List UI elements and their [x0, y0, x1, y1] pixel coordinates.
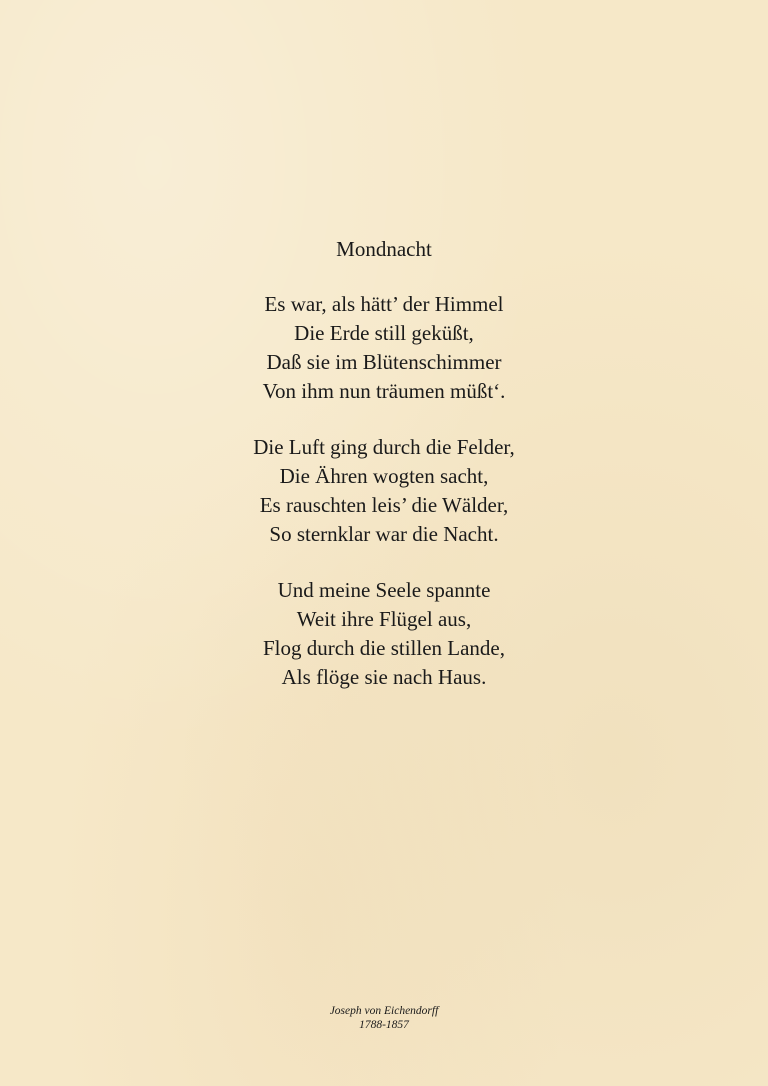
poem-line: Es rauschten leis’ die Wälder, [259, 493, 509, 517]
poem-line: Als flöge sie nach Haus. [281, 665, 487, 689]
poem-title: Mondnacht [336, 237, 432, 261]
poem-line: Die Erde still geküßt, [294, 321, 474, 345]
stanza-3 [0, 576, 768, 692]
poem-line: Es war, als hätt’ der Himmel [264, 292, 504, 316]
poem-line: Von ihm nun träumen müßt‘. [262, 379, 506, 403]
author-credit [0, 1004, 768, 1032]
poem-line: Weit ihre Flügel aus, [296, 607, 472, 631]
poem-line: Die Ähren wogten sacht, [279, 464, 489, 488]
poem [0, 234, 768, 719]
poem-line: Und meine Seele spannte [277, 578, 491, 602]
poem-line: Die Luft ging durch die Felder, [253, 435, 515, 459]
author-years: 1788-1857 [359, 1019, 409, 1031]
poem-line: Daß sie im Blütenschimmer [266, 350, 502, 374]
author-name: Joseph von Eichendorff [329, 1005, 439, 1017]
stanza-1 [0, 290, 768, 406]
poem-line: So sternklar war die Nacht. [269, 522, 499, 546]
poem-line: Flog durch die stillen Lande, [262, 636, 506, 660]
stanza-2 [0, 433, 768, 549]
